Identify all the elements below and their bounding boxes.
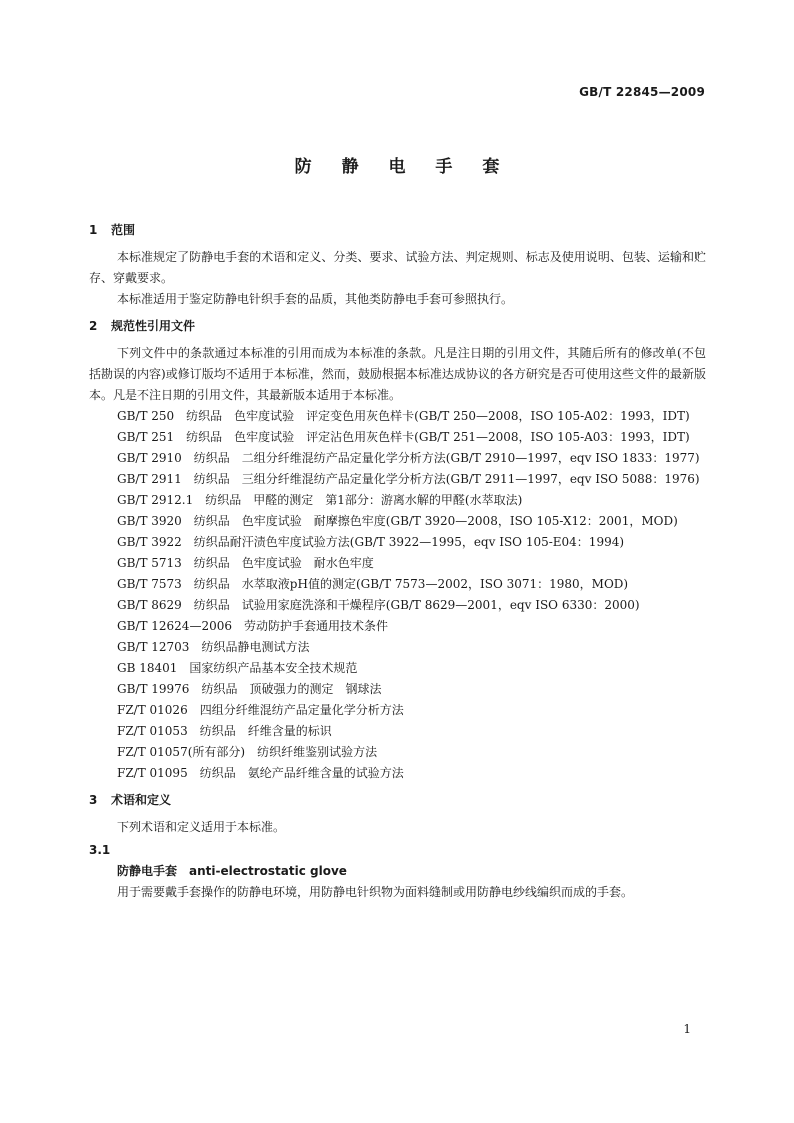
reference-item: GB/T 12703 纺织品静电测试方法: [117, 640, 310, 654]
reference-item: FZ/T 01057(所有部分) 纺织纤维鉴别试验方法: [117, 745, 378, 759]
reference-item: FZ/T 01095 纺织品 氨纶产品纤维含量的试验方法: [117, 766, 404, 780]
section-heading-terms: [89, 790, 706, 811]
term-english: anti-electrostatic glove: [189, 864, 347, 878]
section-heading-scope: [89, 220, 706, 241]
reference-item: GB/T 3922 纺织品耐汗渍色牢度试验方法(GB/T 3922—1995，eqv ISO 105-E04：1994): [117, 535, 625, 549]
reference-item: GB/T 8629 纺织品 试验用家庭洗涤和干燥程序(GB/T 8629—2001，eqv ISO 6330：2000): [117, 598, 640, 612]
paragraph: 本标准适用于鉴定防静电针织手套的品质，其他类防静电手套可参照执行。: [117, 292, 514, 306]
section-number: 1: [89, 223, 98, 237]
reference-item: FZ/T 01053 纺织品 纤维含量的标识: [117, 724, 332, 738]
document-body: [89, 214, 706, 903]
reference-item: FZ/T 01026 四组分纤维混纺产品定量化学分析方法: [117, 703, 404, 717]
term-definition: 用于需要戴手套操作的防静电环境，用防静电针织物为面料缝制或用防静电纱线编织而成的手套。: [117, 885, 634, 899]
reference-item: GB/T 2911 纺织品 三组分纤维混纺产品定量化学分析方法(GB/T 2911—1997，eqv ISO 5088：1976): [117, 472, 700, 486]
document-title: 防 静 电 手 套: [294, 157, 512, 177]
section-heading-normative-refs: [89, 316, 706, 337]
paragraph: 下列文件中的条款通过本标准的引用而成为本标准的条款。凡是注日期的引用文件，其随后所有的修改单(不包括勘误的内容)或修订版均不适用于本标准，然而，鼓励根据本标准达成协议的各方研究是否可使用这些文件的最新版本。凡是不注日期的引用文件，其最新版本适用于本标准。: [89, 346, 706, 402]
reference-item: GB/T 2912.1 纺织品 甲醛的测定 第1部分：游离水解的甲醛(水萃取法): [117, 493, 523, 507]
section-title: 规范性引用文件: [111, 319, 196, 333]
section-number: 3: [89, 793, 98, 807]
section-title: 范围: [111, 223, 136, 237]
term-number: 3.1: [89, 843, 111, 857]
page-number: 1: [683, 1022, 691, 1036]
reference-item: GB/T 12624—2006 劳动防护手套通用技术条件: [117, 619, 388, 633]
reference-item: GB 18401 国家纺织产品基本安全技术规范: [117, 661, 358, 675]
reference-item: GB/T 19976 纺织品 顶破强力的测定 钢球法: [117, 682, 382, 696]
reference-item: GB/T 2910 纺织品 二组分纤维混纺产品定量化学分析方法(GB/T 2910—1997，eqv ISO 1833：1977): [117, 451, 700, 465]
standard-number: GB/T 22845—2009: [579, 85, 705, 99]
section-title: 术语和定义: [111, 793, 172, 807]
reference-item: GB/T 5713 纺织品 色牢度试验 耐水色牢度: [117, 556, 374, 570]
paragraph: 本标准规定了防静电手套的术语和定义、分类、要求、试验方法、判定规则、标志及使用说明、包装、运输和贮存、穿戴要求。: [89, 250, 706, 285]
reference-item: GB/T 3920 纺织品 色牢度试验 耐摩擦色牢度(GB/T 3920—2008，ISO 105-X12：2001，MOD): [117, 514, 678, 528]
reference-item: GB/T 250 纺织品 色牢度试验 评定变色用灰色样卡(GB/T 250—2008，ISO 105-A02：1993，IDT): [117, 409, 690, 423]
term-chinese: 防静电手套: [117, 864, 178, 878]
reference-item: GB/T 7573 纺织品 水萃取液pH值的测定(GB/T 7573—2002，ISO 3071：1980，MOD): [117, 577, 629, 591]
section-number: 2: [89, 319, 98, 333]
paragraph: 下列术语和定义适用于本标准。: [117, 820, 286, 834]
term-entry: [89, 861, 706, 882]
reference-item: GB/T 251 纺织品 色牢度试验 评定沾色用灰色样卡(GB/T 251—2008，ISO 105-A03：1993，IDT): [117, 430, 690, 444]
